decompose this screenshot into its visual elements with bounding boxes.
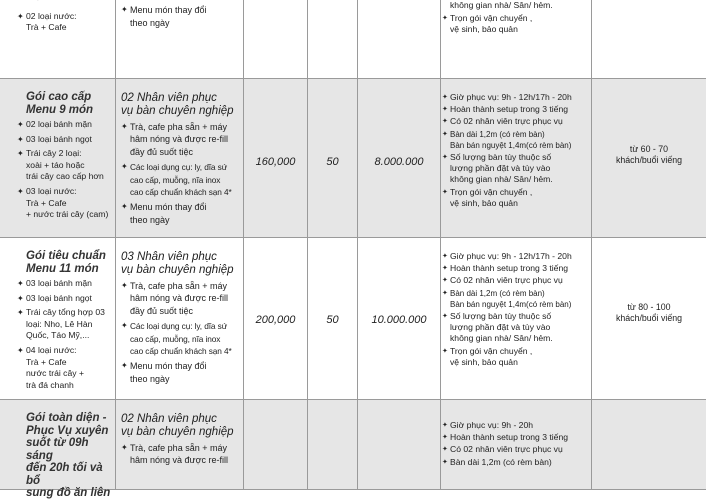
bullet-icon: ✦ bbox=[442, 265, 448, 273]
included-service bbox=[442, 346, 591, 368]
staff-cell bbox=[121, 79, 242, 237]
service-item bbox=[121, 360, 242, 385]
service-item bbox=[121, 4, 242, 29]
bullet-icon: ✦ bbox=[442, 458, 448, 466]
menu-item bbox=[17, 134, 114, 146]
staff-title: 02 Nhân viên phục vụ bàn chuyên nghiệp bbox=[121, 92, 234, 117]
included-service bbox=[442, 187, 591, 209]
included-service bbox=[442, 13, 591, 35]
bullet-icon: ✦ bbox=[17, 293, 24, 303]
included-service-text: Có 02 nhân viên trực phục vụ bbox=[450, 444, 563, 455]
service-item-text: Menu món thay đổi theo ngày bbox=[130, 361, 207, 384]
bullet-icon: ✦ bbox=[442, 14, 448, 22]
included-service-text: không gian nhà/ Sân/ hẻm. bbox=[450, 0, 553, 11]
included-service bbox=[442, 152, 591, 186]
included-service-text: Hoàn thành setup trong 3 tiếng bbox=[450, 432, 569, 443]
price-per-guest: 160,000 bbox=[255, 156, 296, 168]
included-service-text: Bàn dài 1,2m (có rèm bàn) Bàn bán nguyệt 1,4m(có rèm bàn) bbox=[450, 129, 572, 150]
menu-item-text: 03 loại bánh ngọt bbox=[26, 133, 92, 144]
service-item bbox=[121, 442, 242, 467]
service-item-text: Các loại dụng cụ: ly, dĩa sứ cao cấp, muỗng, nĩa inox cao cấp chuẩn khách sạn 4* bbox=[130, 162, 232, 198]
staff-cell bbox=[121, 400, 242, 489]
column-divider bbox=[440, 79, 441, 237]
included-service-text: Số lượng bàn tùy thuộc số lượng phần đặt và tùy vào không gian nhà/ Sân/ hẻm. bbox=[450, 311, 553, 344]
service-item bbox=[121, 121, 242, 158]
included-service-text: Hoàn thành setup trong 3 tiếng bbox=[450, 263, 569, 274]
included-service-text: Giờ phục vụ: 9h - 20h bbox=[450, 420, 534, 430]
bullet-icon: ✦ bbox=[17, 186, 24, 196]
bullet-icon: ✦ bbox=[442, 130, 448, 138]
package-row bbox=[0, 238, 706, 400]
included-service bbox=[442, 457, 591, 468]
guest-count: từ 60 - 70 khách/buổi viếng bbox=[615, 144, 683, 165]
package-row bbox=[0, 400, 706, 499]
menu-item bbox=[17, 278, 114, 290]
menu-item-text: 03 loại bánh mặn bbox=[26, 278, 92, 288]
service-item-text: Trà, cafe pha sẵn + máy hâm nóng và được re-fill bbox=[130, 443, 228, 466]
menu-item bbox=[17, 293, 114, 305]
bullet-icon: ✦ bbox=[17, 149, 24, 159]
services-cell bbox=[442, 238, 591, 399]
staff-title: 03 Nhân viên phục vụ bàn chuyên nghiệp bbox=[121, 251, 234, 276]
min-guests: 50 bbox=[326, 314, 339, 326]
min-guests-cell bbox=[308, 238, 357, 399]
service-item bbox=[121, 320, 242, 357]
bullet-icon: ✦ bbox=[442, 253, 448, 260]
included-service bbox=[442, 311, 591, 345]
bullet-icon: ✦ bbox=[442, 446, 448, 454]
column-divider bbox=[440, 0, 441, 78]
menu-item bbox=[17, 0, 114, 3]
menu-item bbox=[17, 307, 114, 342]
menu-item-text: 02 loại bánh mặn bbox=[26, 119, 92, 129]
staff-cell bbox=[121, 0, 242, 78]
included-service bbox=[442, 92, 591, 103]
bullet-icon: ✦ bbox=[17, 345, 24, 355]
bullet-icon: ✦ bbox=[442, 118, 448, 126]
bullet-icon: ✦ bbox=[442, 434, 448, 442]
service-item-text: Trà, cafe pha sẵn + máy hâm nóng và được re-fill đầy đủ suốt tiệc bbox=[130, 122, 228, 157]
included-service bbox=[442, 129, 591, 151]
service-item-text: Menu món thay đổi theo ngày bbox=[130, 202, 207, 225]
bullet-icon: ✦ bbox=[442, 154, 448, 162]
total-price: 8.000.000 bbox=[374, 156, 424, 168]
bullet-icon: ✦ bbox=[442, 106, 448, 114]
total-price-cell bbox=[358, 79, 440, 237]
package-title: Gói cao cấp Menu 9 món bbox=[26, 91, 94, 116]
included-service-text: Bàn dài 1,2m (có rèm bàn) bbox=[450, 456, 552, 467]
total-price-cell bbox=[358, 238, 440, 399]
column-divider bbox=[440, 400, 441, 489]
column-divider bbox=[115, 79, 116, 237]
service-item-text: Các loại dụng cụ: ly, dĩa sứ cao cấp, muỗng, nĩa inox cao cấp chuẩn khách sạn 4* bbox=[130, 321, 232, 357]
column-divider bbox=[115, 0, 116, 78]
total-price-cell bbox=[358, 400, 440, 489]
bullet-icon: ✦ bbox=[17, 120, 24, 129]
bullet-icon: ✦ bbox=[17, 11, 24, 21]
package-row bbox=[0, 0, 706, 79]
price-per-guest-cell bbox=[244, 400, 307, 489]
package-cell bbox=[0, 238, 114, 399]
included-service bbox=[442, 263, 591, 274]
column-divider bbox=[115, 400, 116, 489]
bullet-icon: ✦ bbox=[442, 422, 448, 429]
price-per-guest-cell bbox=[244, 238, 307, 399]
service-item bbox=[121, 201, 242, 226]
service-item bbox=[121, 0, 242, 1]
menu-item bbox=[17, 11, 114, 34]
total-price: 10.000.000 bbox=[371, 314, 427, 326]
price-per-guest: 200,000 bbox=[255, 314, 296, 326]
menu-item-text: 03 loại nước: Trà + Cafe + nước trái cây (cam) bbox=[26, 185, 109, 220]
bullet-icon: ✦ bbox=[442, 94, 448, 101]
menu-item bbox=[17, 119, 114, 131]
package-row bbox=[0, 79, 706, 238]
service-item bbox=[121, 280, 242, 317]
included-service bbox=[442, 420, 591, 431]
included-service-text: Trọn gói vận chuyển , vệ sinh, bảo quản bbox=[450, 186, 533, 208]
menu-item-text: 02 loại nước: Trà + Cafe bbox=[26, 10, 77, 33]
bullet-icon: ✦ bbox=[121, 202, 128, 212]
min-guests-cell bbox=[308, 400, 357, 489]
menu-item bbox=[17, 148, 114, 183]
column-divider bbox=[115, 238, 116, 399]
bullet-icon: ✦ bbox=[121, 281, 128, 290]
min-guests-cell bbox=[308, 0, 357, 78]
bullet-icon: ✦ bbox=[121, 321, 128, 331]
services-cell bbox=[442, 79, 591, 237]
bullet-icon: ✦ bbox=[17, 308, 24, 318]
services-cell bbox=[442, 0, 591, 78]
menu-item bbox=[17, 186, 114, 221]
included-service bbox=[442, 275, 591, 286]
bullet-icon: ✦ bbox=[17, 134, 24, 144]
bullet-icon: ✦ bbox=[442, 289, 448, 297]
total-price-cell bbox=[358, 0, 440, 78]
menu-item-text: 04 loại nước: Trà + Cafe nước trái cây + trà đá chanh bbox=[26, 344, 84, 390]
guest-count: từ 80 - 100 khách/buổi viếng bbox=[615, 302, 683, 323]
included-service bbox=[442, 116, 591, 127]
bullet-icon: ✦ bbox=[121, 361, 128, 371]
menu-item-text: 03 loại bánh ngọt bbox=[26, 292, 92, 303]
package-cell bbox=[0, 0, 114, 78]
staff-cell bbox=[121, 238, 242, 399]
included-service-text: Hoàn thành setup trong 3 tiếng bbox=[450, 104, 569, 115]
bullet-icon: ✦ bbox=[442, 313, 448, 321]
guests-cell bbox=[592, 400, 706, 489]
bullet-icon: ✦ bbox=[121, 162, 128, 172]
included-service bbox=[442, 251, 591, 262]
service-item bbox=[121, 161, 242, 198]
included-service-text: Số lượng bàn tùy thuộc số lượng phần đặt và tùy vào không gian nhà/ Sân/ hẻm. bbox=[450, 152, 553, 185]
staff-title: 02 Nhân viên phục vụ bàn chuyên nghiệp bbox=[121, 413, 234, 438]
service-item-text: Trà, cafe pha sẵn + máy hâm nóng và được re-fill đầy đủ suốt tiệc bbox=[130, 281, 228, 316]
service-item-text: Menu món thay đổi theo ngày bbox=[130, 5, 207, 28]
min-guests-cell bbox=[308, 79, 357, 237]
column-divider bbox=[440, 238, 441, 399]
included-service-text: Có 02 nhân viên trực phục vụ bbox=[450, 275, 563, 286]
services-cell bbox=[442, 400, 591, 489]
included-service bbox=[442, 432, 591, 443]
menu-item bbox=[17, 345, 114, 391]
bullet-icon: ✦ bbox=[121, 122, 128, 131]
included-service bbox=[442, 104, 591, 115]
included-service-text: Trọn gói vận chuyển , vệ sinh, bảo quản bbox=[450, 12, 533, 34]
package-cell bbox=[0, 400, 114, 499]
included-service bbox=[442, 288, 591, 310]
min-guests: 50 bbox=[326, 156, 339, 168]
package-title: Gói tiêu chuẩn Menu 11 món bbox=[26, 250, 106, 275]
guests-cell bbox=[592, 79, 706, 237]
package-title: Gói toàn diện - Phục Vụ xuyên suốt từ 09h sáng đến 20h tối và bổ sung đồ ăn liên bbox=[26, 412, 111, 499]
package-cell bbox=[0, 79, 114, 237]
menu-item-text bbox=[26, 0, 92, 1]
price-per-guest-cell bbox=[244, 79, 307, 237]
included-service bbox=[442, 0, 591, 12]
price-per-guest-cell bbox=[244, 0, 307, 78]
bullet-icon: ✦ bbox=[442, 188, 448, 196]
bullet-icon: ✦ bbox=[121, 5, 128, 15]
menu-item-text: Trái cây tổng hợp 03 loại: Nho, Lê Hàn Quốc, Táo Mỹ,... bbox=[26, 307, 105, 341]
included-service-text: Bàn dài 1,2m (có rèm bàn) Bàn bán nguyệt 1,4m(có rèm bàn) bbox=[450, 288, 572, 309]
bullet-icon: ✦ bbox=[121, 443, 128, 452]
included-service-text: Giờ phục vụ: 9h - 12h/17h - 20h bbox=[450, 92, 572, 102]
included-service-text: Trọn gói vận chuyển , vệ sinh, bảo quản bbox=[450, 345, 533, 367]
bullet-icon: ✦ bbox=[17, 279, 24, 288]
included-service-text: Có 02 nhân viên trực phục vụ bbox=[450, 116, 563, 127]
included-service-text: Giờ phục vụ: 9h - 12h/17h - 20h bbox=[450, 251, 572, 261]
bullet-icon: ✦ bbox=[442, 277, 448, 285]
bullet-icon: ✦ bbox=[442, 347, 448, 355]
menu-item-text: Trái cây 2 loại: xoài + táo hoặc trái cây cao cấp hơn bbox=[26, 148, 104, 182]
included-service bbox=[442, 444, 591, 455]
guests-cell bbox=[592, 0, 706, 78]
guests-cell bbox=[592, 238, 706, 399]
